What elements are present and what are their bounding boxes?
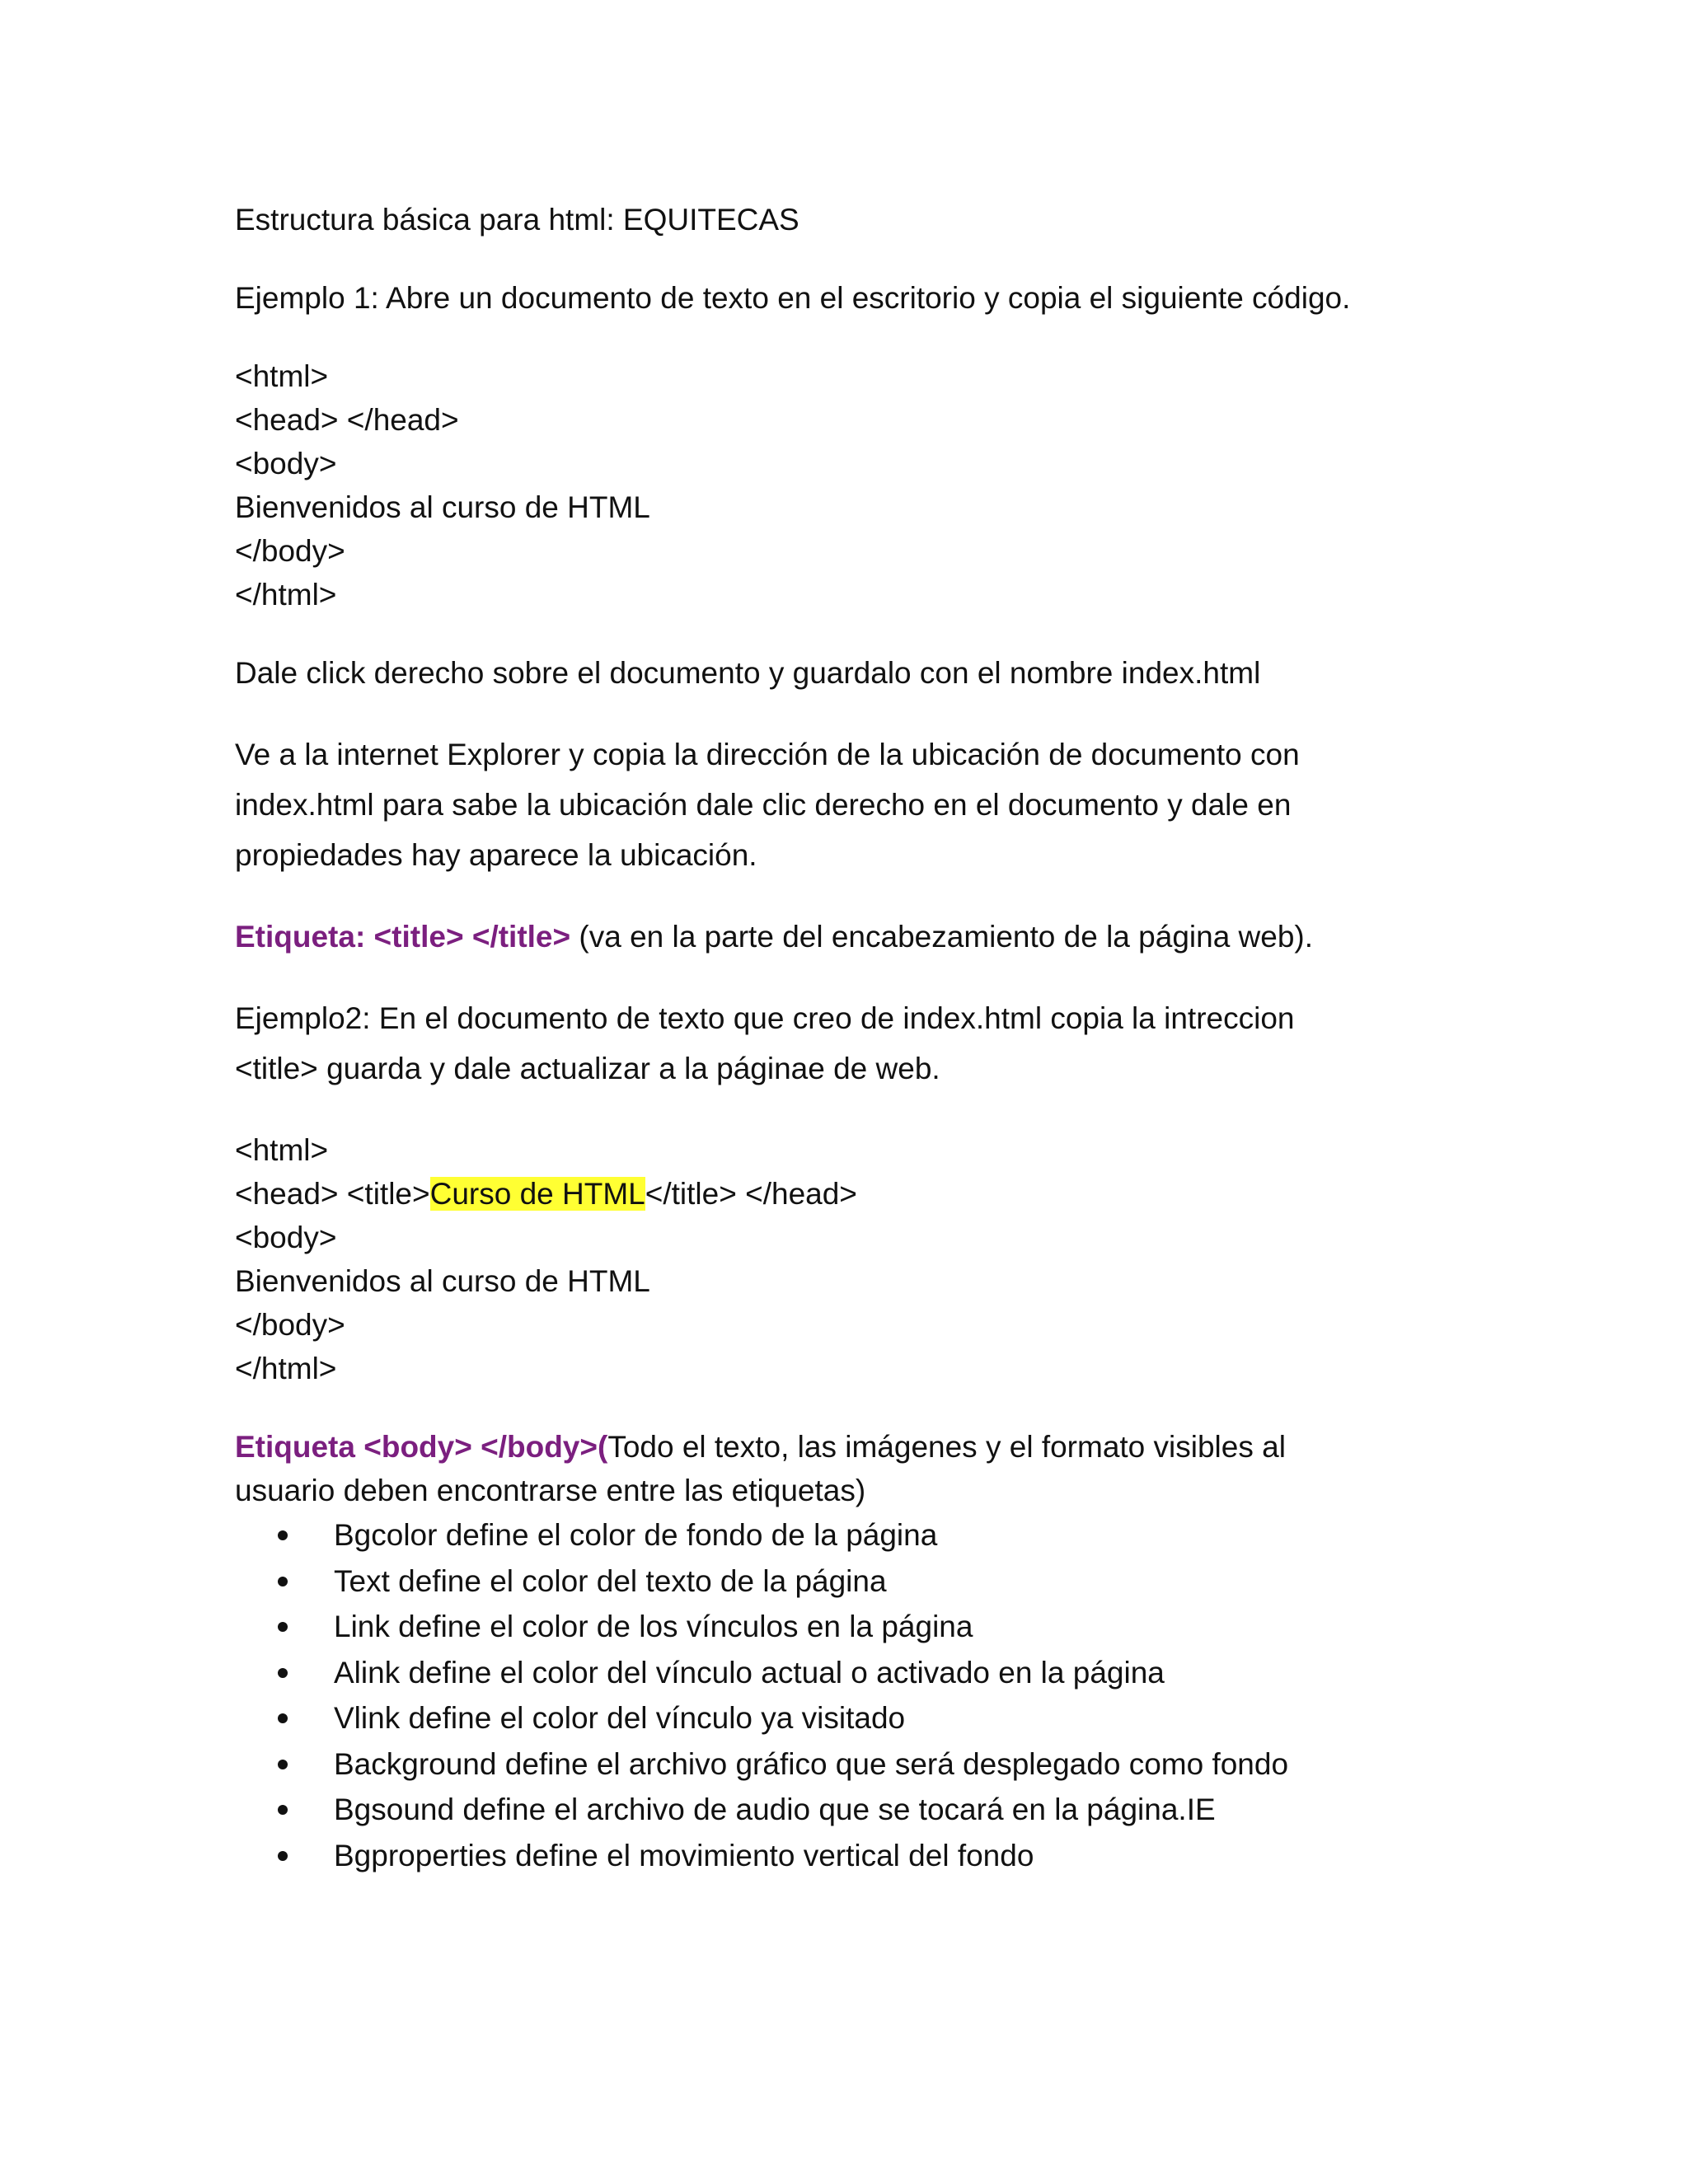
save-instruction: Dale click derecho sobre el documento y guardalo con el nombre index.html (235, 656, 1261, 690)
explorer-line: propiedades hay aparece la ubicación. (235, 838, 757, 872)
body-tag-line (235, 1425, 1471, 1469)
code1-line: <head> </head> (235, 403, 459, 437)
body-properties-list (235, 1512, 1471, 1878)
code1-line: Bienvenidos al curso de HTML (235, 490, 650, 524)
code-example-2 (235, 1128, 1471, 1390)
code-example-1 (235, 354, 1471, 616)
list-item: Link define el color de los vínculos en la página (334, 1604, 1471, 1650)
explorer-line: Ve a la internet Explorer y copia la dirección de la ubicación de documento con (235, 738, 1300, 771)
explorer-paragraph (235, 729, 1471, 880)
explorer-line: index.html para sabe la ubicación dale clic derecho en el documento y dale en (235, 788, 1292, 822)
list-item: Alink define el color del vínculo actual o activado en la página (334, 1650, 1471, 1696)
body-tag-label: Etiqueta <body> </body>( (235, 1430, 608, 1464)
code1-line: <html> (235, 359, 329, 393)
title-tag-description: (va en la parte del encabezamiento de la página web). (570, 920, 1314, 954)
list-item: Background define el archivo gráfico que será desplegado como fondo (334, 1741, 1471, 1788)
list-item: Bgcolor define el color de fondo de la página (334, 1512, 1471, 1558)
code2-line (235, 1172, 1471, 1216)
title-tag-paragraph (235, 915, 1471, 958)
document-content (235, 198, 1471, 1878)
code2-line: </html> (235, 1352, 337, 1385)
code2-line-after: </title> </head> (645, 1177, 857, 1211)
code1-line: </body> (235, 534, 345, 568)
list-item: Bgsound define el archivo de audio que se tocará en la página.IE (334, 1787, 1471, 1833)
ejemplo2-paragraph (235, 993, 1471, 1094)
code2-line-before: <head> <title> (235, 1177, 430, 1211)
code1-line: </html> (235, 578, 337, 612)
ejemplo2-line: <title> guarda y dale actualizar a la páginae de web. (235, 1052, 940, 1085)
code2-line: </body> (235, 1308, 345, 1342)
highlighted-text: Curso de HTML (429, 1177, 645, 1211)
title-tag-label: Etiqueta: <title> </title> (235, 920, 571, 954)
code1-line: <body> (235, 447, 337, 480)
body-tag-paragraph (235, 1425, 1471, 1512)
ejemplo2-line: Ejemplo2: En el documento de texto que creo de index.html copia la intreccion (235, 1001, 1295, 1035)
list-item: Text define el color del texto de la página (334, 1558, 1471, 1605)
ejemplo1-paragraph: Ejemplo 1: Abre un documento de texto en el escritorio y copia el siguiente código. (235, 281, 1351, 315)
code2-line: Bienvenidos al curso de HTML (235, 1264, 650, 1298)
document-title: Estructura básica para html: EQUITECAS (235, 203, 799, 237)
code2-line: <html> (235, 1133, 329, 1167)
body-tag-description: Todo el texto, las imágenes y el formato visibles al (607, 1430, 1286, 1464)
list-item: Bgproperties define el movimiento vertical del fondo (334, 1833, 1471, 1879)
list-item: Vlink define el color del vínculo ya visitado (334, 1695, 1471, 1741)
code2-line: <body> (235, 1221, 337, 1254)
body-tag-line: usuario deben encontrarse entre las etiquetas) (235, 1474, 866, 1507)
